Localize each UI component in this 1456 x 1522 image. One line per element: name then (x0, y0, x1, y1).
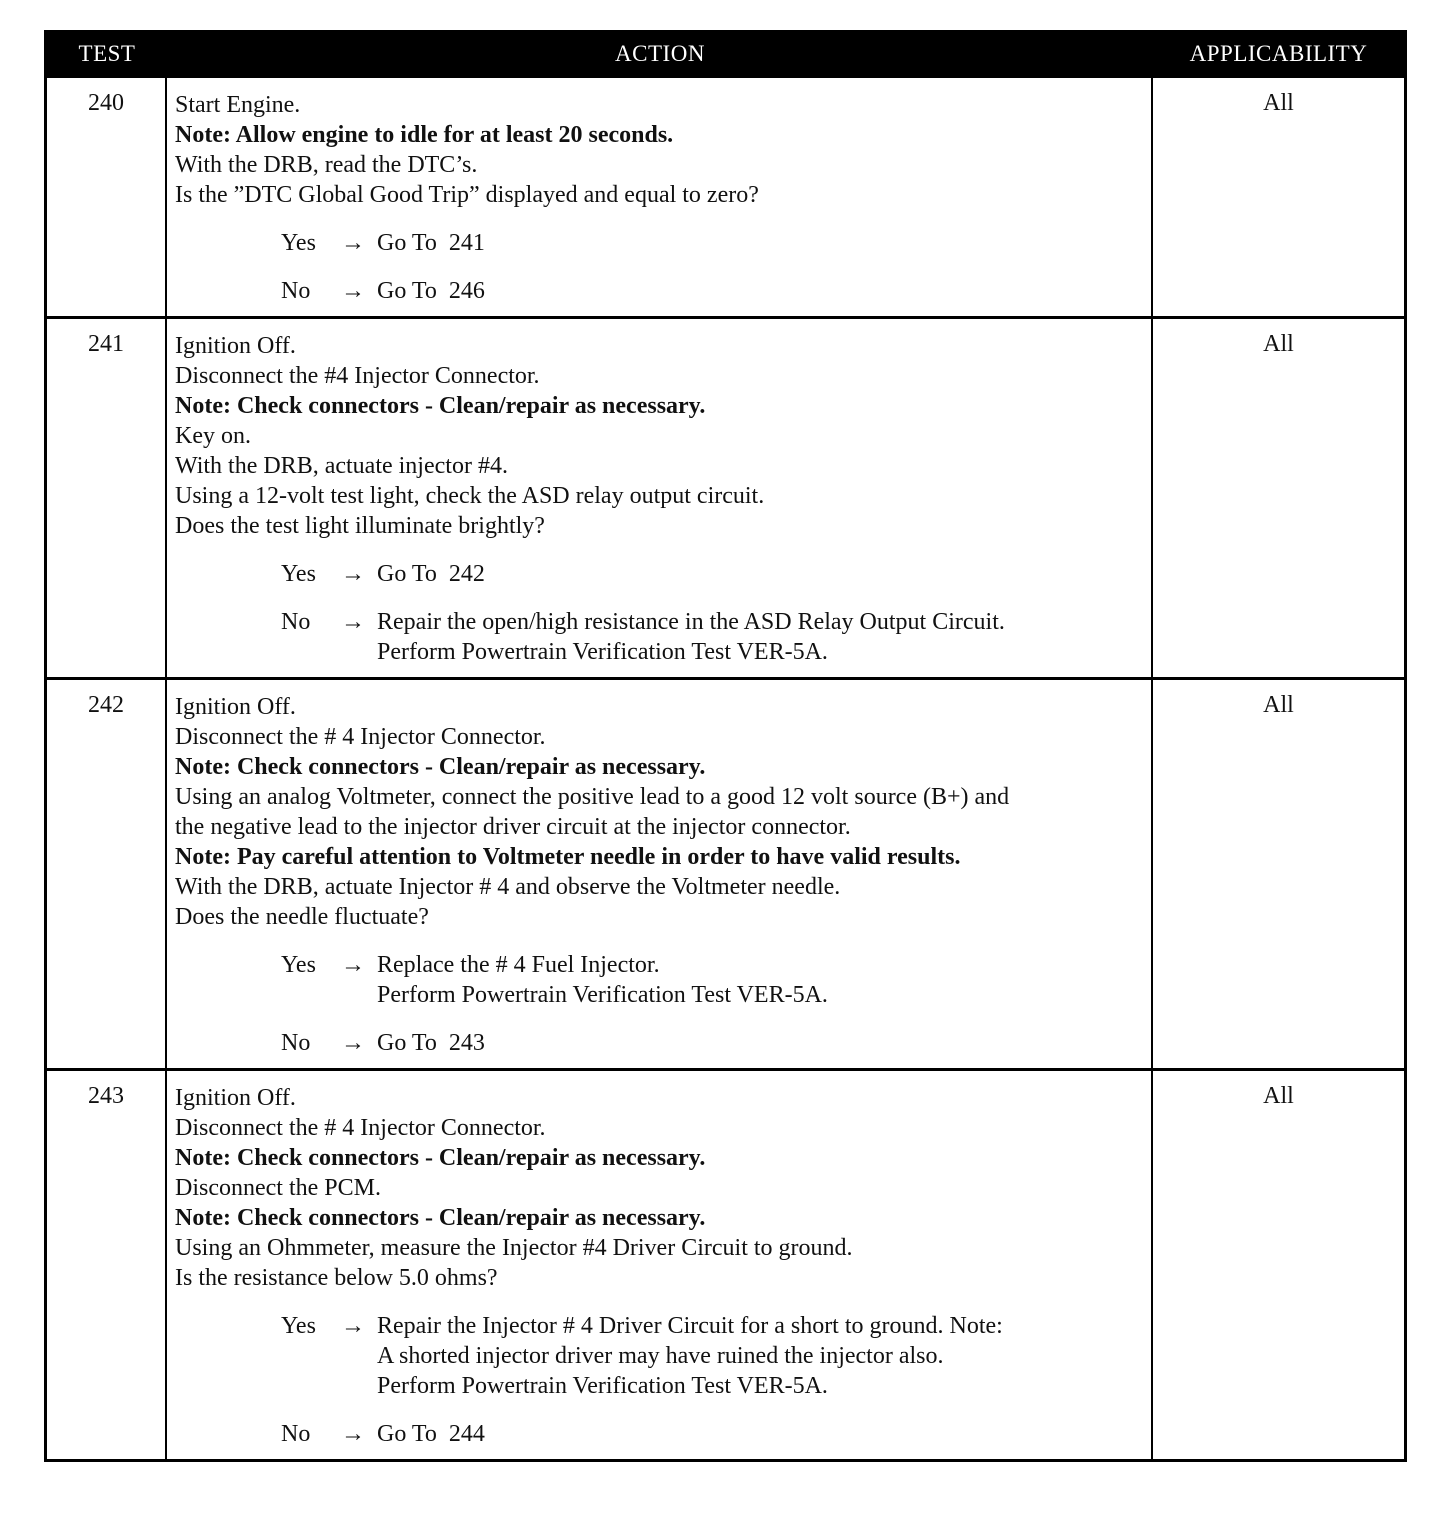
result-line: Repair the open/high resistance in the ASD Relay Output Circuit. (377, 609, 1005, 635)
action-line: Is the ”DTC Global Good Trip” displayed and equal to zero? (175, 182, 759, 208)
result-line: Perform Powertrain Verification Test VER-5A. (377, 982, 828, 1008)
table-row (47, 316, 1404, 677)
applicability-cell: All (1263, 1083, 1294, 1109)
no-branch (281, 276, 1143, 306)
branch-result (377, 1419, 1143, 1449)
note-line: Note: Allow engine to idle for at least 20 seconds. (175, 122, 674, 148)
result-line: A shorted injector driver may have ruined the injector also. (377, 1343, 944, 1369)
result-line: Go To 241 (377, 230, 485, 256)
note-line: Note: Check connectors - Clean/repair as necessary. (175, 393, 706, 419)
action-line: Disconnect the #4 Injector Connector. (175, 363, 540, 389)
no-branch (281, 607, 1143, 667)
action-line: Is the resistance below 5.0 ohms? (175, 1265, 498, 1291)
result-line: Perform Powertrain Verification Test VER-5A. (377, 1373, 828, 1399)
action-cell (167, 78, 1153, 316)
header-test: TEST (78, 41, 136, 66)
header-applicability: APPLICABILITY (1189, 41, 1368, 66)
yes-branch (281, 950, 1143, 1010)
action-line: Using a 12-volt test light, check the ASD relay output circuit. (175, 483, 765, 509)
action-line: Does the needle fluctuate? (175, 904, 429, 930)
action-line: Key on. (175, 423, 251, 449)
note-line: Note: Check connectors - Clean/repair as necessary. (175, 1145, 706, 1171)
action-cell (167, 680, 1153, 1068)
action-line: Does the test light illuminate brightly? (175, 513, 545, 539)
table-header (47, 33, 1404, 75)
result-line: Replace the # 4 Fuel Injector. (377, 952, 660, 978)
action-line: Disconnect the # 4 Injector Connector. (175, 1115, 546, 1141)
applicability-cell: All (1263, 90, 1294, 116)
note-line: Note: Check connectors - Clean/repair as necessary. (175, 1205, 706, 1231)
test-number: 242 (47, 680, 167, 1068)
yes-label: Yes (281, 952, 316, 978)
action-cell (167, 1071, 1153, 1459)
test-number: 241 (47, 319, 167, 677)
action-line: the negative lead to the injector driver circuit at the injector connector. (175, 814, 851, 840)
branch-result (377, 559, 1143, 589)
no-label: No (281, 609, 311, 635)
action-line: With the DRB, actuate injector #4. (175, 453, 508, 479)
test-number: 240 (47, 78, 167, 316)
action-line: Start Engine. (175, 92, 301, 118)
branch-result (377, 228, 1143, 258)
action-line: Ignition Off. (175, 333, 296, 359)
yes-branch (281, 559, 1143, 589)
no-label: No (281, 1030, 311, 1056)
arrow-icon: → (341, 278, 365, 304)
yes-branch (281, 1311, 1143, 1401)
no-label: No (281, 1421, 311, 1447)
action-line: With the DRB, actuate Injector # 4 and observe the Voltmeter needle. (175, 874, 841, 900)
arrow-icon: → (341, 1421, 365, 1447)
no-branch (281, 1419, 1143, 1449)
action-line: With the DRB, read the DTC’s. (175, 152, 478, 178)
yes-label: Yes (281, 561, 316, 587)
branch-result (377, 1311, 1143, 1401)
action-line: Using an analog Voltmeter, connect the positive lead to a good 12 volt source (B+) and (175, 784, 1010, 810)
arrow-icon: → (341, 609, 365, 635)
result-line: Perform Powertrain Verification Test VER-5A. (377, 639, 828, 665)
action-line: Using an Ohmmeter, measure the Injector #4 Driver Circuit to ground. (175, 1235, 853, 1261)
action-line: Ignition Off. (175, 1085, 296, 1111)
note-line: Note: Pay careful attention to Voltmeter needle in order to have valid results. (175, 844, 961, 870)
yes-label: Yes (281, 230, 316, 256)
branch-result (377, 950, 1143, 1010)
table-row (47, 75, 1404, 316)
result-line: Go To 242 (377, 561, 485, 587)
note-line: Note: Check connectors - Clean/repair as necessary. (175, 754, 706, 780)
arrow-icon: → (341, 952, 365, 978)
applicability-cell: All (1263, 331, 1294, 357)
yes-label: Yes (281, 1313, 316, 1339)
branch-result (377, 607, 1143, 667)
header-action: ACTION (615, 41, 705, 66)
action-line: Disconnect the # 4 Injector Connector. (175, 724, 546, 750)
table-row (47, 677, 1404, 1068)
branch-result (377, 1028, 1143, 1058)
action-line: Ignition Off. (175, 694, 296, 720)
action-cell (167, 319, 1153, 677)
result-line: Repair the Injector # 4 Driver Circuit for a short to ground. Note: (377, 1313, 1003, 1339)
result-line: Go To 246 (377, 278, 485, 304)
yes-branch (281, 228, 1143, 258)
arrow-icon: → (341, 230, 365, 256)
table-row (47, 1068, 1404, 1459)
diagnostic-test-table (44, 30, 1407, 1462)
branch-result (377, 276, 1143, 306)
arrow-icon: → (341, 1030, 365, 1056)
arrow-icon: → (341, 561, 365, 587)
action-line: Disconnect the PCM. (175, 1175, 381, 1201)
no-label: No (281, 278, 311, 304)
result-line: Go To 244 (377, 1421, 485, 1447)
applicability-cell: All (1263, 692, 1294, 718)
arrow-icon: → (341, 1313, 365, 1339)
no-branch (281, 1028, 1143, 1058)
result-line: Go To 243 (377, 1030, 485, 1056)
test-number: 243 (47, 1071, 167, 1459)
